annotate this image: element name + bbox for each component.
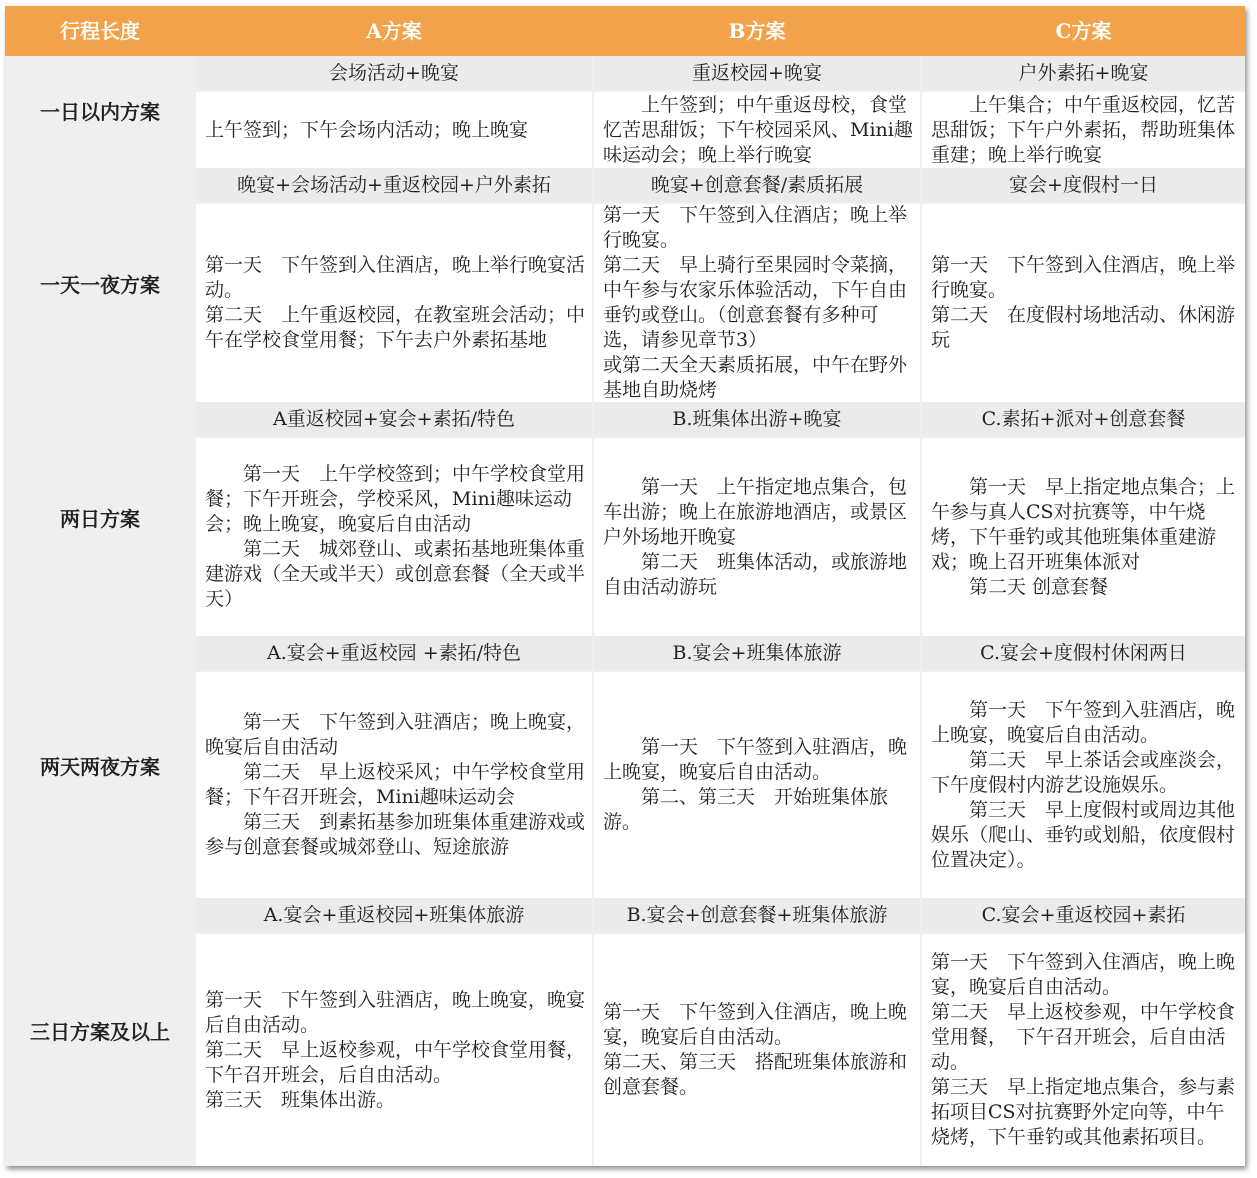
plan-description: 第一天 下午签到入住酒店，晚上晚宴，晚宴后自由活动。 第二天、第三天 搭配班集体旅游和创意套餐。 <box>594 934 920 1166</box>
section-three-days-plus <box>5 898 1245 1166</box>
plan-title: B.宴会+创意套餐+班集体旅游 <box>594 898 920 932</box>
plan-title: A重返校园+宴会+素拓/特色 <box>196 402 592 436</box>
plan-title: 户外素拓+晚宴 <box>922 56 1245 90</box>
plan-title: 晚宴+会场活动+重返校园+户外素拓 <box>196 168 592 202</box>
header-length: 行程长度 <box>60 19 140 43</box>
plan-description: 第一天 上午指定地点集合，包车出游；晚上在旅游地酒店，或景区户外场地开晚宴 第二天 班集体活动，或旅游地自由活动游玩 <box>594 438 920 636</box>
plan-title: 宴会+度假村一日 <box>922 168 1245 202</box>
plan-description: 上午集合；中午重返校园，忆苦思甜饭；下午户外素拓，帮助班集体重建；晚上举行晚宴 <box>922 92 1245 168</box>
plan-description: 第一天 早上指定地点集合；上午参与真人CS对抗赛等，中午烧烤，下午垂钓或其他班集体重建游戏；晚上召开班集体派对 第二天 创意套餐 <box>922 438 1245 636</box>
plan-description: 第一天 下午签到入驻酒店，晚上晚宴，晚宴后自由活动。 第二天 早上茶话会或座淡会，下午度假村内游艺设施娱乐。 第三天 早上度假村或周边其他娱乐（爬山、垂钓或划船，依度假村位置决定）。 <box>922 672 1245 898</box>
section-label: 三日方案及以上 <box>5 898 195 1166</box>
plan-table <box>5 6 1245 1166</box>
header-plan-a: A方案 <box>366 19 422 43</box>
plan-description: 第一天 下午签到入驻酒店，晚上晚宴，晚宴后自由活动。 第二天 早上返校参观，中午学校食堂用餐，下午召开班会，后自由活动。 第三天 班集体出游。 <box>196 934 592 1166</box>
plan-title: 重返校园+晚宴 <box>594 56 920 90</box>
section-one-day-one-night <box>5 168 1245 402</box>
section-two-days-two-nights <box>5 636 1245 898</box>
plan-title: C.宴会+度假村休闲两日 <box>922 636 1245 670</box>
section-label: 一天一夜方案 <box>5 168 195 402</box>
header-plan-c: C方案 <box>1055 19 1112 43</box>
plan-description: 第一天 下午签到入住酒店，晚上晚宴，晚宴后自由活动。 第二天 早上返校参观，中午学校食堂用餐， 下午召开班会，后自由活动。 第三天 早上指定地点集合，参与素拓项目CS对抗赛野外定向等，中午烧烤，下午垂钓或其他素拓项目。 <box>922 934 1245 1166</box>
section-two-days <box>5 402 1245 636</box>
plan-title: 晚宴+创意套餐/素质拓展 <box>594 168 920 202</box>
plan-title: A.宴会+重返校园 +素拓/特色 <box>196 636 592 670</box>
plan-title: B.班集体出游+晚宴 <box>594 402 920 436</box>
table-header <box>5 6 1245 56</box>
plan-description: 第一天 下午签到入住酒店；晚上举行晚宴。 第二天 早上骑行至果园时令菜摘，中午参与农家乐体验活动，下午自由垂钓或登山。（创意套餐有多种可选，请参见章节3） 或第二天全天素质拓展，中午在野外基地自助烧烤 <box>594 204 920 402</box>
plan-title: C.素拓+派对+创意套餐 <box>922 402 1245 436</box>
header-plan-b: B方案 <box>728 19 786 43</box>
plan-description: 第一天 上午学校签到；中午学校食堂用餐；下午开班会，学校采风，Mini趣味运动会；晚上晚宴，晚宴后自由活动 第二天 城郊登山、或素拓基地班集体重建游戏（全天或半天）或创意套餐（全天或半天） <box>196 438 592 636</box>
plan-description: 上午签到；下午会场内活动；晚上晚宴 <box>196 92 592 168</box>
section-label: 两日方案 <box>5 402 195 636</box>
plan-description: 第一天 下午签到入住酒店，晚上举行晚宴。 第二天 在度假村场地活动、休闲游玩 <box>922 204 1245 402</box>
section-one-day <box>5 56 1245 168</box>
plan-title: A.宴会+重返校园+班集体旅游 <box>196 898 592 932</box>
plan-title: C.宴会+重返校园+素拓 <box>922 898 1245 932</box>
plan-description: 第一天 下午签到入住酒店，晚上举行晚宴活动。 第二天 上午重返校园，在教室班会活动；中午在学校食堂用餐；下午去户外素拓基地 <box>196 204 592 402</box>
plan-description: 第一天 下午签到入驻酒店，晚上晚宴，晚宴后自由活动。 第二、第三天 开始班集体旅游。 <box>594 672 920 898</box>
plan-description: 上午签到；中午重返母校，食堂忆苦思甜饭；下午校园采风、Mini趣味运动会；晚上举行晚宴 <box>594 92 920 168</box>
section-label: 两天两夜方案 <box>5 636 195 898</box>
plan-title: B.宴会+班集体旅游 <box>594 636 920 670</box>
plan-description: 第一天 下午签到入驻酒店；晚上晚宴，晚宴后自由活动 第二天 早上返校采风；中午学校食堂用餐；下午召开班会，Mini趣味运动会 第三天 到素拓基参加班集体重建游戏或参与创意套餐或城郊登山、短途旅游 <box>196 672 592 898</box>
plan-title: 会场活动+晚宴 <box>196 56 592 90</box>
section-label: 一日以内方案 <box>5 56 195 168</box>
